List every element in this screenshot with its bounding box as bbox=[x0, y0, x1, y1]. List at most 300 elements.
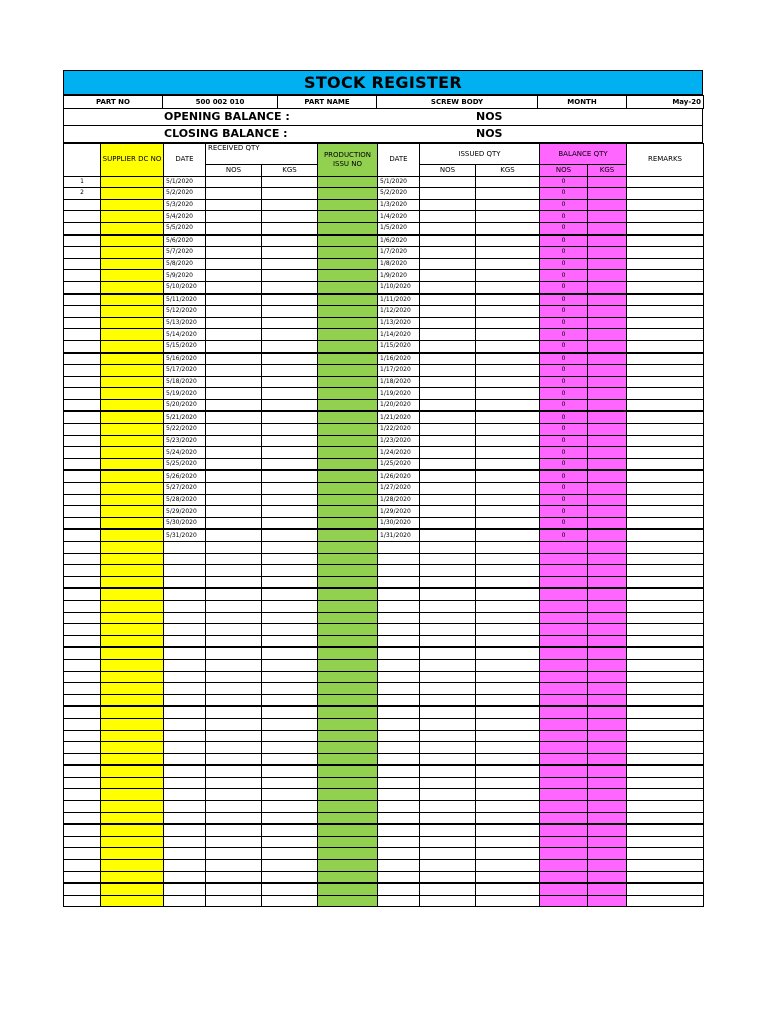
issue-date-cell[interactable]: 1/23/2020 bbox=[378, 435, 420, 447]
sno-cell[interactable] bbox=[64, 270, 101, 282]
received-nos-cell[interactable] bbox=[206, 517, 262, 529]
balance-kgs-cell[interactable] bbox=[588, 553, 627, 565]
receipt-date-cell[interactable] bbox=[164, 871, 206, 883]
remarks-cell[interactable] bbox=[627, 612, 704, 624]
supplier-dc-no-cell[interactable] bbox=[101, 388, 164, 400]
receipt-date-cell[interactable] bbox=[164, 647, 206, 659]
issued-kgs-cell[interactable] bbox=[476, 871, 540, 883]
issue-date-cell[interactable] bbox=[378, 683, 420, 695]
balance-kgs-cell[interactable] bbox=[588, 812, 627, 824]
supplier-dc-no-cell[interactable] bbox=[101, 765, 164, 777]
balance-nos-cell[interactable]: 0 bbox=[540, 411, 588, 423]
sno-cell[interactable] bbox=[64, 447, 101, 459]
issue-date-cell[interactable] bbox=[378, 765, 420, 777]
issued-kgs-cell[interactable] bbox=[476, 789, 540, 801]
issued-kgs-cell[interactable] bbox=[476, 612, 540, 624]
received-nos-cell[interactable] bbox=[206, 411, 262, 423]
receipt-date-cell[interactable] bbox=[164, 600, 206, 612]
issued-kgs-cell[interactable] bbox=[476, 694, 540, 706]
issue-date-cell[interactable]: 1/22/2020 bbox=[378, 424, 420, 436]
part-no-value[interactable]: 500 002 010 bbox=[163, 96, 278, 109]
received-nos-cell[interactable] bbox=[206, 848, 262, 860]
issue-date-cell[interactable]: 1/30/2020 bbox=[378, 517, 420, 529]
remarks-cell[interactable] bbox=[627, 694, 704, 706]
sno-cell[interactable] bbox=[64, 683, 101, 695]
received-kgs-cell[interactable] bbox=[262, 706, 318, 718]
supplier-dc-no-cell[interactable] bbox=[101, 340, 164, 352]
balance-nos-cell[interactable] bbox=[540, 553, 588, 565]
receipt-date-cell[interactable] bbox=[164, 789, 206, 801]
issued-kgs-cell[interactable] bbox=[476, 270, 540, 282]
remarks-cell[interactable] bbox=[627, 600, 704, 612]
remarks-cell[interactable] bbox=[627, 506, 704, 518]
issued-kgs-cell[interactable] bbox=[476, 435, 540, 447]
remarks-cell[interactable] bbox=[627, 470, 704, 482]
received-kgs-cell[interactable] bbox=[262, 777, 318, 789]
production-issu-no-cell[interactable] bbox=[318, 517, 378, 529]
sno-cell[interactable] bbox=[64, 281, 101, 293]
receipt-date-cell[interactable]: 5/18/2020 bbox=[164, 376, 206, 388]
supplier-dc-no-cell[interactable] bbox=[101, 222, 164, 234]
issue-date-cell[interactable] bbox=[378, 671, 420, 683]
production-issu-no-cell[interactable] bbox=[318, 199, 378, 211]
received-kgs-cell[interactable] bbox=[262, 612, 318, 624]
issue-date-cell[interactable] bbox=[378, 742, 420, 754]
issued-nos-cell[interactable] bbox=[420, 329, 476, 341]
received-kgs-cell[interactable] bbox=[262, 424, 318, 436]
received-nos-cell[interactable] bbox=[206, 294, 262, 306]
issue-date-cell[interactable] bbox=[378, 694, 420, 706]
received-nos-cell[interactable] bbox=[206, 777, 262, 789]
issued-kgs-cell[interactable] bbox=[476, 683, 540, 695]
supplier-dc-no-cell[interactable] bbox=[101, 694, 164, 706]
balance-nos-cell[interactable] bbox=[540, 871, 588, 883]
remarks-cell[interactable] bbox=[627, 306, 704, 318]
sno-cell[interactable] bbox=[64, 765, 101, 777]
production-issu-no-cell[interactable] bbox=[318, 742, 378, 754]
supplier-dc-no-cell[interactable] bbox=[101, 624, 164, 636]
sno-cell[interactable] bbox=[64, 600, 101, 612]
remarks-cell[interactable] bbox=[627, 801, 704, 813]
receipt-date-cell[interactable]: 5/21/2020 bbox=[164, 411, 206, 423]
production-issu-no-cell[interactable] bbox=[318, 789, 378, 801]
balance-nos-cell[interactable]: 0 bbox=[540, 458, 588, 470]
issued-nos-cell[interactable] bbox=[420, 529, 476, 541]
sno-cell[interactable] bbox=[64, 647, 101, 659]
receipt-date-cell[interactable]: 5/26/2020 bbox=[164, 470, 206, 482]
received-nos-cell[interactable] bbox=[206, 447, 262, 459]
received-kgs-cell[interactable] bbox=[262, 494, 318, 506]
issued-kgs-cell[interactable] bbox=[476, 860, 540, 872]
issued-kgs-cell[interactable] bbox=[476, 365, 540, 377]
supplier-dc-no-cell[interactable] bbox=[101, 365, 164, 377]
balance-nos-cell[interactable] bbox=[540, 576, 588, 588]
receipt-date-cell[interactable] bbox=[164, 895, 206, 907]
received-kgs-cell[interactable] bbox=[262, 883, 318, 895]
receipt-date-cell[interactable] bbox=[164, 742, 206, 754]
received-nos-cell[interactable] bbox=[206, 388, 262, 400]
balance-nos-cell[interactable] bbox=[540, 706, 588, 718]
receipt-date-cell[interactable] bbox=[164, 777, 206, 789]
issued-nos-cell[interactable] bbox=[420, 458, 476, 470]
issued-kgs-cell[interactable] bbox=[476, 376, 540, 388]
issued-kgs-cell[interactable] bbox=[476, 353, 540, 365]
sno-cell[interactable] bbox=[64, 199, 101, 211]
balance-kgs-cell[interactable] bbox=[588, 635, 627, 647]
sno-cell[interactable] bbox=[64, 211, 101, 223]
supplier-dc-no-cell[interactable] bbox=[101, 789, 164, 801]
received-kgs-cell[interactable] bbox=[262, 600, 318, 612]
received-kgs-cell[interactable] bbox=[262, 458, 318, 470]
received-nos-cell[interactable] bbox=[206, 860, 262, 872]
received-nos-cell[interactable] bbox=[206, 659, 262, 671]
balance-kgs-cell[interactable] bbox=[588, 506, 627, 518]
supplier-dc-no-cell[interactable] bbox=[101, 565, 164, 577]
issued-nos-cell[interactable] bbox=[420, 388, 476, 400]
received-nos-cell[interactable] bbox=[206, 671, 262, 683]
received-nos-cell[interactable] bbox=[206, 612, 262, 624]
remarks-cell[interactable] bbox=[627, 376, 704, 388]
remarks-cell[interactable] bbox=[627, 765, 704, 777]
received-kgs-cell[interactable] bbox=[262, 222, 318, 234]
received-kgs-cell[interactable] bbox=[262, 411, 318, 423]
received-kgs-cell[interactable] bbox=[262, 542, 318, 554]
issued-kgs-cell[interactable] bbox=[476, 211, 540, 223]
received-kgs-cell[interactable] bbox=[262, 671, 318, 683]
supplier-dc-no-cell[interactable] bbox=[101, 376, 164, 388]
balance-kgs-cell[interactable] bbox=[588, 647, 627, 659]
balance-nos-cell[interactable] bbox=[540, 824, 588, 836]
production-issu-no-cell[interactable] bbox=[318, 730, 378, 742]
balance-kgs-cell[interactable] bbox=[588, 411, 627, 423]
receipt-date-cell[interactable]: 5/27/2020 bbox=[164, 483, 206, 495]
issued-kgs-cell[interactable] bbox=[476, 306, 540, 318]
receipt-date-cell[interactable]: 5/22/2020 bbox=[164, 424, 206, 436]
issue-date-cell[interactable] bbox=[378, 860, 420, 872]
balance-kgs-cell[interactable] bbox=[588, 365, 627, 377]
issued-kgs-cell[interactable] bbox=[476, 388, 540, 400]
issued-nos-cell[interactable] bbox=[420, 483, 476, 495]
production-issu-no-cell[interactable] bbox=[318, 553, 378, 565]
supplier-dc-no-cell[interactable] bbox=[101, 435, 164, 447]
balance-kgs-cell[interactable] bbox=[588, 340, 627, 352]
sno-cell[interactable] bbox=[64, 529, 101, 541]
received-kgs-cell[interactable] bbox=[262, 848, 318, 860]
received-nos-cell[interactable] bbox=[206, 199, 262, 211]
issued-nos-cell[interactable] bbox=[420, 777, 476, 789]
issue-date-cell[interactable]: 1/14/2020 bbox=[378, 329, 420, 341]
received-nos-cell[interactable] bbox=[206, 424, 262, 436]
sno-cell[interactable] bbox=[64, 635, 101, 647]
balance-kgs-cell[interactable] bbox=[588, 317, 627, 329]
balance-kgs-cell[interactable] bbox=[588, 235, 627, 247]
received-kgs-cell[interactable] bbox=[262, 836, 318, 848]
issued-kgs-cell[interactable] bbox=[476, 671, 540, 683]
sno-cell[interactable] bbox=[64, 353, 101, 365]
supplier-dc-no-cell[interactable] bbox=[101, 447, 164, 459]
production-issu-no-cell[interactable] bbox=[318, 871, 378, 883]
issued-nos-cell[interactable] bbox=[420, 399, 476, 411]
received-nos-cell[interactable] bbox=[206, 376, 262, 388]
receipt-date-cell[interactable] bbox=[164, 718, 206, 730]
received-kgs-cell[interactable] bbox=[262, 765, 318, 777]
supplier-dc-no-cell[interactable] bbox=[101, 483, 164, 495]
sno-cell[interactable]: 2 bbox=[64, 188, 101, 200]
receipt-date-cell[interactable]: 5/14/2020 bbox=[164, 329, 206, 341]
issued-nos-cell[interactable] bbox=[420, 553, 476, 565]
received-kgs-cell[interactable] bbox=[262, 730, 318, 742]
issued-nos-cell[interactable] bbox=[420, 517, 476, 529]
production-issu-no-cell[interactable] bbox=[318, 542, 378, 554]
issued-kgs-cell[interactable] bbox=[476, 399, 540, 411]
received-nos-cell[interactable] bbox=[206, 742, 262, 754]
issued-nos-cell[interactable] bbox=[420, 411, 476, 423]
remarks-cell[interactable] bbox=[627, 353, 704, 365]
received-nos-cell[interactable] bbox=[206, 340, 262, 352]
balance-nos-cell[interactable]: 0 bbox=[540, 270, 588, 282]
issue-date-cell[interactable] bbox=[378, 659, 420, 671]
balance-kgs-cell[interactable] bbox=[588, 883, 627, 895]
supplier-dc-no-cell[interactable] bbox=[101, 635, 164, 647]
received-kgs-cell[interactable] bbox=[262, 270, 318, 282]
production-issu-no-cell[interactable] bbox=[318, 565, 378, 577]
receipt-date-cell[interactable]: 5/3/2020 bbox=[164, 199, 206, 211]
balance-nos-cell[interactable] bbox=[540, 848, 588, 860]
supplier-dc-no-cell[interactable] bbox=[101, 176, 164, 188]
received-nos-cell[interactable] bbox=[206, 353, 262, 365]
sno-cell[interactable] bbox=[64, 624, 101, 636]
issued-kgs-cell[interactable] bbox=[476, 753, 540, 765]
received-nos-cell[interactable] bbox=[206, 765, 262, 777]
issue-date-cell[interactable] bbox=[378, 789, 420, 801]
production-issu-no-cell[interactable] bbox=[318, 683, 378, 695]
receipt-date-cell[interactable] bbox=[164, 824, 206, 836]
production-issu-no-cell[interactable] bbox=[318, 270, 378, 282]
sno-cell[interactable] bbox=[64, 742, 101, 754]
balance-nos-cell[interactable] bbox=[540, 694, 588, 706]
balance-kgs-cell[interactable] bbox=[588, 895, 627, 907]
issue-date-cell[interactable]: 1/11/2020 bbox=[378, 294, 420, 306]
supplier-dc-no-cell[interactable] bbox=[101, 542, 164, 554]
issue-date-cell[interactable]: 1/13/2020 bbox=[378, 317, 420, 329]
remarks-cell[interactable] bbox=[627, 671, 704, 683]
issued-kgs-cell[interactable] bbox=[476, 565, 540, 577]
received-kgs-cell[interactable] bbox=[262, 258, 318, 270]
issued-nos-cell[interactable] bbox=[420, 742, 476, 754]
sno-cell[interactable] bbox=[64, 542, 101, 554]
balance-nos-cell[interactable]: 0 bbox=[540, 199, 588, 211]
remarks-cell[interactable] bbox=[627, 718, 704, 730]
issued-nos-cell[interactable] bbox=[420, 176, 476, 188]
receipt-date-cell[interactable]: 5/13/2020 bbox=[164, 317, 206, 329]
balance-kgs-cell[interactable] bbox=[588, 199, 627, 211]
supplier-dc-no-cell[interactable] bbox=[101, 306, 164, 318]
production-issu-no-cell[interactable] bbox=[318, 235, 378, 247]
balance-kgs-cell[interactable] bbox=[588, 789, 627, 801]
receipt-date-cell[interactable]: 5/9/2020 bbox=[164, 270, 206, 282]
supplier-dc-no-cell[interactable] bbox=[101, 659, 164, 671]
sno-cell[interactable] bbox=[64, 588, 101, 600]
balance-kgs-cell[interactable] bbox=[588, 470, 627, 482]
issued-kgs-cell[interactable] bbox=[476, 647, 540, 659]
issued-nos-cell[interactable] bbox=[420, 801, 476, 813]
supplier-dc-no-cell[interactable] bbox=[101, 836, 164, 848]
production-issu-no-cell[interactable] bbox=[318, 281, 378, 293]
received-kgs-cell[interactable] bbox=[262, 317, 318, 329]
receipt-date-cell[interactable] bbox=[164, 659, 206, 671]
balance-nos-cell[interactable]: 0 bbox=[540, 517, 588, 529]
balance-kgs-cell[interactable] bbox=[588, 270, 627, 282]
production-issu-no-cell[interactable] bbox=[318, 848, 378, 860]
issued-nos-cell[interactable] bbox=[420, 222, 476, 234]
supplier-dc-no-cell[interactable] bbox=[101, 188, 164, 200]
sno-cell[interactable] bbox=[64, 694, 101, 706]
received-kgs-cell[interactable] bbox=[262, 694, 318, 706]
supplier-dc-no-cell[interactable] bbox=[101, 883, 164, 895]
received-kgs-cell[interactable] bbox=[262, 247, 318, 259]
issued-kgs-cell[interactable] bbox=[476, 706, 540, 718]
sno-cell[interactable] bbox=[64, 494, 101, 506]
supplier-dc-no-cell[interactable] bbox=[101, 247, 164, 259]
receipt-date-cell[interactable] bbox=[164, 542, 206, 554]
supplier-dc-no-cell[interactable] bbox=[101, 281, 164, 293]
balance-nos-cell[interactable] bbox=[540, 860, 588, 872]
issue-date-cell[interactable]: 1/16/2020 bbox=[378, 353, 420, 365]
issue-date-cell[interactable] bbox=[378, 895, 420, 907]
received-nos-cell[interactable] bbox=[206, 365, 262, 377]
sno-cell[interactable] bbox=[64, 871, 101, 883]
received-kgs-cell[interactable] bbox=[262, 365, 318, 377]
issue-date-cell[interactable] bbox=[378, 777, 420, 789]
issue-date-cell[interactable] bbox=[378, 576, 420, 588]
balance-kgs-cell[interactable] bbox=[588, 742, 627, 754]
issued-kgs-cell[interactable] bbox=[476, 222, 540, 234]
issued-nos-cell[interactable] bbox=[420, 730, 476, 742]
remarks-cell[interactable] bbox=[627, 635, 704, 647]
issued-kgs-cell[interactable] bbox=[476, 247, 540, 259]
received-kgs-cell[interactable] bbox=[262, 235, 318, 247]
issued-nos-cell[interactable] bbox=[420, 494, 476, 506]
issued-kgs-cell[interactable] bbox=[476, 624, 540, 636]
remarks-cell[interactable] bbox=[627, 176, 704, 188]
balance-nos-cell[interactable] bbox=[540, 801, 588, 813]
balance-kgs-cell[interactable] bbox=[588, 424, 627, 436]
balance-nos-cell[interactable]: 0 bbox=[540, 376, 588, 388]
balance-nos-cell[interactable] bbox=[540, 671, 588, 683]
sno-cell[interactable] bbox=[64, 860, 101, 872]
production-issu-no-cell[interactable] bbox=[318, 777, 378, 789]
balance-kgs-cell[interactable] bbox=[588, 848, 627, 860]
remarks-cell[interactable] bbox=[627, 458, 704, 470]
production-issu-no-cell[interactable] bbox=[318, 294, 378, 306]
balance-nos-cell[interactable]: 0 bbox=[540, 317, 588, 329]
supplier-dc-no-cell[interactable] bbox=[101, 576, 164, 588]
issue-date-cell[interactable]: 1/12/2020 bbox=[378, 306, 420, 318]
balance-kgs-cell[interactable] bbox=[588, 281, 627, 293]
remarks-cell[interactable] bbox=[627, 399, 704, 411]
receipt-date-cell[interactable] bbox=[164, 624, 206, 636]
issue-date-cell[interactable]: 1/27/2020 bbox=[378, 483, 420, 495]
sno-cell[interactable] bbox=[64, 777, 101, 789]
supplier-dc-no-cell[interactable] bbox=[101, 801, 164, 813]
supplier-dc-no-cell[interactable] bbox=[101, 895, 164, 907]
issue-date-cell[interactable]: 1/26/2020 bbox=[378, 470, 420, 482]
balance-nos-cell[interactable]: 0 bbox=[540, 365, 588, 377]
balance-nos-cell[interactable]: 0 bbox=[540, 447, 588, 459]
balance-nos-cell[interactable] bbox=[540, 789, 588, 801]
receipt-date-cell[interactable]: 5/20/2020 bbox=[164, 399, 206, 411]
remarks-cell[interactable] bbox=[627, 199, 704, 211]
balance-kgs-cell[interactable] bbox=[588, 399, 627, 411]
received-nos-cell[interactable] bbox=[206, 458, 262, 470]
received-nos-cell[interactable] bbox=[206, 694, 262, 706]
received-kgs-cell[interactable] bbox=[262, 340, 318, 352]
production-issu-no-cell[interactable] bbox=[318, 388, 378, 400]
remarks-cell[interactable] bbox=[627, 483, 704, 495]
issued-nos-cell[interactable] bbox=[420, 824, 476, 836]
production-issu-no-cell[interactable] bbox=[318, 458, 378, 470]
remarks-cell[interactable] bbox=[627, 188, 704, 200]
balance-kgs-cell[interactable] bbox=[588, 860, 627, 872]
production-issu-no-cell[interactable] bbox=[318, 483, 378, 495]
issued-kgs-cell[interactable] bbox=[476, 812, 540, 824]
production-issu-no-cell[interactable] bbox=[318, 306, 378, 318]
received-nos-cell[interactable] bbox=[206, 281, 262, 293]
month-value[interactable]: May-20 bbox=[627, 96, 704, 109]
production-issu-no-cell[interactable] bbox=[318, 317, 378, 329]
issued-kgs-cell[interactable] bbox=[476, 235, 540, 247]
receipt-date-cell[interactable] bbox=[164, 565, 206, 577]
production-issu-no-cell[interactable] bbox=[318, 529, 378, 541]
issued-nos-cell[interactable] bbox=[420, 506, 476, 518]
remarks-cell[interactable] bbox=[627, 683, 704, 695]
balance-nos-cell[interactable]: 0 bbox=[540, 281, 588, 293]
balance-nos-cell[interactable] bbox=[540, 895, 588, 907]
balance-nos-cell[interactable] bbox=[540, 588, 588, 600]
issue-date-cell[interactable]: 1/6/2020 bbox=[378, 235, 420, 247]
production-issu-no-cell[interactable] bbox=[318, 624, 378, 636]
balance-nos-cell[interactable]: 0 bbox=[540, 340, 588, 352]
issue-date-cell[interactable]: 1/4/2020 bbox=[378, 211, 420, 223]
issued-kgs-cell[interactable] bbox=[476, 458, 540, 470]
received-nos-cell[interactable] bbox=[206, 895, 262, 907]
issued-nos-cell[interactable] bbox=[420, 281, 476, 293]
balance-kgs-cell[interactable] bbox=[588, 600, 627, 612]
supplier-dc-no-cell[interactable] bbox=[101, 553, 164, 565]
balance-nos-cell[interactable] bbox=[540, 765, 588, 777]
issued-nos-cell[interactable] bbox=[420, 270, 476, 282]
issued-kgs-cell[interactable] bbox=[476, 411, 540, 423]
issue-date-cell[interactable]: 1/24/2020 bbox=[378, 447, 420, 459]
balance-kgs-cell[interactable] bbox=[588, 753, 627, 765]
received-nos-cell[interactable] bbox=[206, 624, 262, 636]
receipt-date-cell[interactable]: 5/12/2020 bbox=[164, 306, 206, 318]
issued-nos-cell[interactable] bbox=[420, 789, 476, 801]
received-kgs-cell[interactable] bbox=[262, 753, 318, 765]
received-kgs-cell[interactable] bbox=[262, 447, 318, 459]
receipt-date-cell[interactable]: 5/8/2020 bbox=[164, 258, 206, 270]
sno-cell[interactable] bbox=[64, 553, 101, 565]
remarks-cell[interactable] bbox=[627, 565, 704, 577]
balance-kgs-cell[interactable] bbox=[588, 188, 627, 200]
issue-date-cell[interactable] bbox=[378, 624, 420, 636]
received-kgs-cell[interactable] bbox=[262, 635, 318, 647]
issue-date-cell[interactable] bbox=[378, 848, 420, 860]
supplier-dc-no-cell[interactable] bbox=[101, 812, 164, 824]
part-name-value[interactable]: SCREW BODY bbox=[377, 96, 538, 109]
received-nos-cell[interactable] bbox=[206, 176, 262, 188]
balance-nos-cell[interactable] bbox=[540, 542, 588, 554]
